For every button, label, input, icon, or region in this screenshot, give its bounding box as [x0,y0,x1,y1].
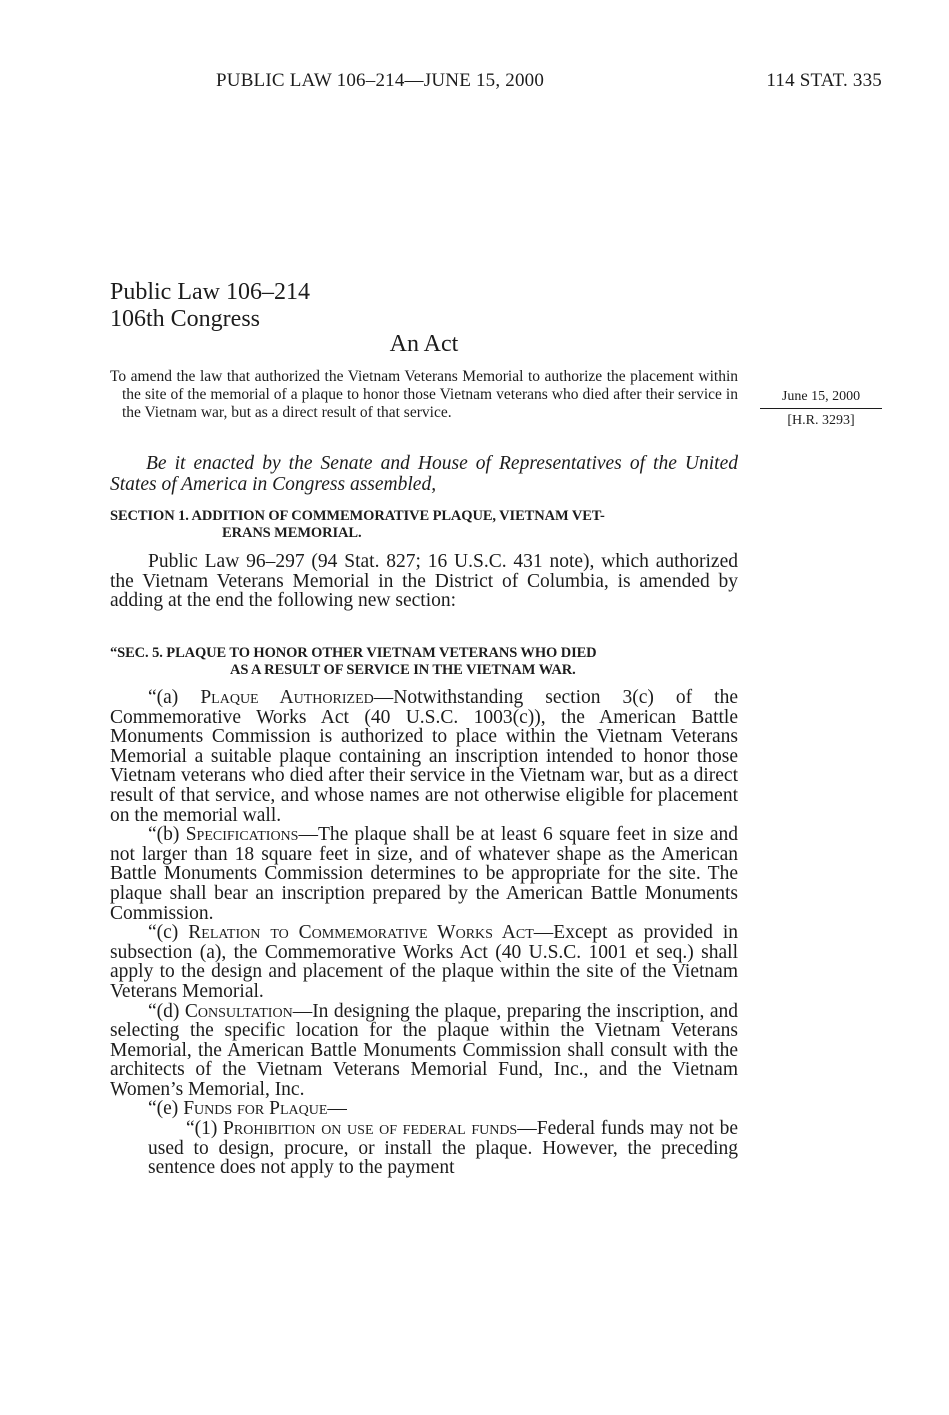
subsection-c [110,923,738,1001]
subsection-a-text: —Notwithstanding section 3(c) of the Commemorative Works Act (40 U.S.C. 1003(c)), the American Battle Monuments Commission is authorized to place within the Vietnam Veterans Memorial a suitable plaque containing an inscription intended to honor those Vietnam veterans who died after their service in the Vietnam war, but as a direct result of that service, and whose names are not otherwise eligible for placement on the memorial wall. [110,687,738,826]
margin-note [760,388,882,430]
subsection-a-label: “(a) [148,687,179,708]
running-head-stat-page: 114 STAT. 335 [766,70,882,91]
long-title [110,368,738,422]
long-title-text: To amend the law that authorized the Vietnam Veterans Memorial to authorize the placement within the site of the memorial of a plaque to honor those Vietnam veterans who died after their service in the Vietnam war, but as a direct result of that service. [110,368,738,421]
subsection-d-label: “(d) [148,1000,180,1022]
subsection-d-text: —In designing the plaque, preparing the inscription, and selecting the specific location for the plaque within the Vietnam Veterans Memorial, the American Battle Monuments Commission shall consult with the architects of the Vietnam Veterans Memorial Fund, Inc., and the Vietnam Women’s Memorial, Inc. [110,1000,739,1100]
section-5-body [110,688,738,1178]
section-5-heading-line2: AS A RESULT OF SERVICE IN THE VIETNAM WAR. [230,662,576,678]
congress-label: 106th Congress [110,306,260,332]
subsection-b-caption: Specifications [185,824,299,846]
enacting-clause: Be it enacted by the Senate and House of Representatives of the United States of America in Congress assembled, [110,453,738,495]
subsection-e-text: — [327,1098,347,1120]
section-5-heading [110,645,738,679]
subsection-d [110,1002,738,1100]
section-1-body [110,552,738,611]
subsection-c-text: —Except as provided in subsection (a), the Commemorative Works Act (40 U.S.C. 1001 et seq.) shall apply to the design and placement of the plaque within the site of the Vietnam Veterans Memorial. [110,922,739,1002]
paragraph-e-1 [110,1119,738,1178]
subsection-a-caption: Plaque Authorized [200,687,374,708]
subsection-e-caption: Funds for Plaque [183,1098,328,1120]
subsection-b [110,825,738,923]
subsection-e-label: “(e) [148,1098,179,1120]
subsection-e [110,1099,738,1119]
margin-note-date: June 15, 2000 [760,388,882,409]
subsection-c-caption: Relation to Commemorative Works Act [188,922,534,944]
subsection-c-label: “(c) [148,922,179,944]
subsection-d-caption: Consultation [184,1000,293,1022]
running-head [110,70,882,100]
law-title: Public Law 106–214 [110,279,310,305]
section-1-heading [110,508,738,542]
section-1-heading-line1: SECTION 1. ADDITION OF COMMEMORATIVE PLAQUE, VIETNAM VET- [110,508,605,524]
paragraph-e-1-label: “(1) [186,1118,218,1140]
subsection-b-text: —The plaque shall be at least 6 square feet in size and not larger than 18 square feet in size, and of whatever shape as the American Battle Monuments Commission determines to be appropriate for the site. The plaque shall bear an inscription prepared by the American Battle Monuments Commission. [110,824,738,924]
margin-note-bill-number: [H.R. 3293] [787,413,855,428]
section-5-heading-line1: “SEC. 5. PLAQUE TO HONOR OTHER VIETNAM VETERANS WHO DIED [110,645,597,661]
paragraph-e-1-caption: Prohibition on use of federal funds [223,1118,518,1140]
paragraph-e-1-text: —Federal funds may not be used to design, procure, or install the plaque. However, the preceding sentence does not apply to the payment [148,1118,738,1179]
subsection-a [110,688,738,825]
act-heading: An Act [389,331,459,357]
section-1-text: Public Law 96–297 (94 Stat. 827; 16 U.S.C. 431 note), which authorized the Vietnam Veterans Memorial in the District of Columbia, is amended by adding at the end the following new section: [110,551,738,612]
running-head-title: PUBLIC LAW 106–214—JUNE 15, 2000 [216,70,545,91]
section-1-heading-line2: ERANS MEMORIAL. [222,525,362,541]
subsection-b-label: “(b) [148,824,180,846]
